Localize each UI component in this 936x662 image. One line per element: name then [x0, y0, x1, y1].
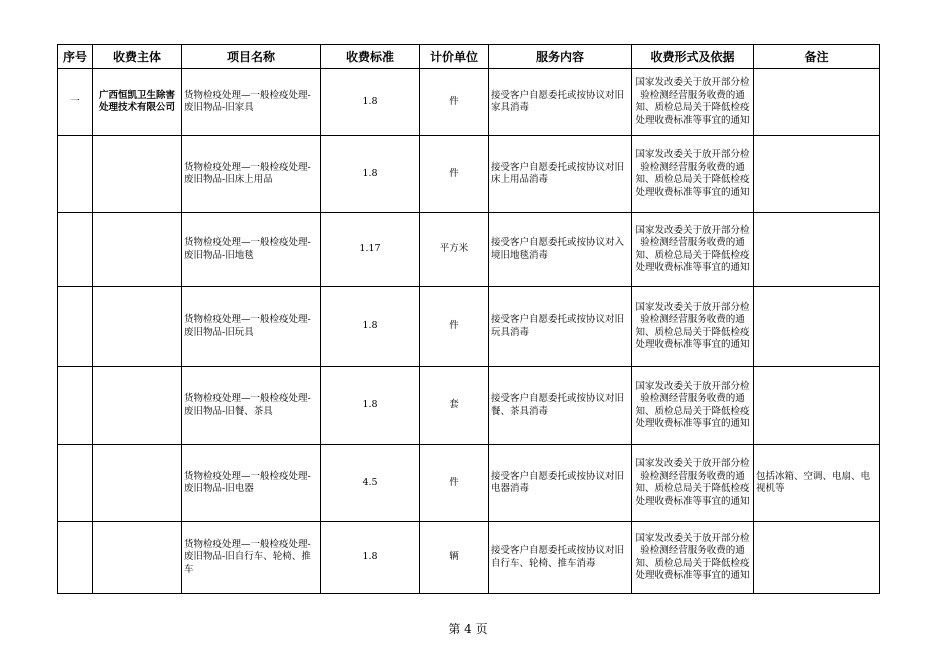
- table-row: [58, 445, 880, 522]
- cell-price: 4.5: [321, 445, 420, 522]
- cell-unit: 件: [420, 69, 489, 136]
- cell-price: 1.8: [321, 287, 420, 367]
- fee-table: [57, 44, 880, 594]
- cell-org: [93, 522, 182, 594]
- cell-service: 接受客户自愿委托或按协议对旧玩具消毒: [489, 287, 632, 367]
- cell-price: 1.17: [321, 213, 420, 287]
- header-price: 收费标准: [321, 45, 420, 69]
- header-service: 服务内容: [489, 45, 632, 69]
- cell-service: 接受客户自愿委托或按协议对旧自行车、轮椅、推车消毒: [489, 522, 632, 594]
- cell-org: [93, 213, 182, 287]
- cell-item: 货物检疫处理—一般检疫处理-废旧物品-旧餐、茶具: [182, 367, 321, 445]
- cell-index: [58, 136, 93, 213]
- table-row: [58, 69, 880, 136]
- cell-item: 货物检疫处理—一般检疫处理-废旧物品-旧电器: [182, 445, 321, 522]
- header-index: 序号: [58, 45, 93, 69]
- table-row: [58, 287, 880, 367]
- cell-unit: 件: [420, 445, 489, 522]
- header-row: [58, 45, 880, 69]
- cell-basis: 国家发改委关于放开部分检验检测经营服务收费的通知、质检总局关于降低检疫处理收费标准等事宜的通知: [632, 367, 754, 445]
- cell-note: [754, 213, 880, 287]
- header-unit: 计价单位: [420, 45, 489, 69]
- cell-org: [93, 445, 182, 522]
- cell-org: [93, 367, 182, 445]
- header-item: 项目名称: [182, 45, 321, 69]
- cell-price: 1.8: [321, 136, 420, 213]
- cell-index: [58, 367, 93, 445]
- cell-org: [93, 287, 182, 367]
- cell-note: [754, 367, 880, 445]
- header-basis: 收费形式及依据: [632, 45, 754, 69]
- table-row: [58, 213, 880, 287]
- cell-price: 1.8: [321, 69, 420, 136]
- cell-basis: 国家发改委关于放开部分检验检测经营服务收费的通知、质检总局关于降低检疫处理收费标准等事宜的通知: [632, 522, 754, 594]
- cell-note: [754, 69, 880, 136]
- cell-item: 货物检疫处理—一般检疫处理-废旧物品-旧自行车、轮椅、推车: [182, 522, 321, 594]
- cell-price: 1.8: [321, 367, 420, 445]
- cell-unit: 件: [420, 136, 489, 213]
- cell-org: 广西恒凯卫生除害处理技术有限公司: [93, 69, 182, 136]
- cell-index: [58, 213, 93, 287]
- cell-service: 接受客户自愿委托或按协议对旧床上用品消毒: [489, 136, 632, 213]
- header-org: 收费主体: [93, 45, 182, 69]
- cell-item: 货物检疫处理—一般检疫处理-废旧物品-旧玩具: [182, 287, 321, 367]
- cell-index: [58, 287, 93, 367]
- cell-note: [754, 287, 880, 367]
- header-note: 备注: [754, 45, 880, 69]
- cell-basis: 国家发改委关于放开部分检验检测经营服务收费的通知、质检总局关于降低检疫处理收费标准等事宜的通知: [632, 445, 754, 522]
- cell-item: 货物检疫处理—一般检疫处理-废旧物品-旧家具: [182, 69, 321, 136]
- cell-org: [93, 136, 182, 213]
- cell-note: [754, 136, 880, 213]
- cell-unit: 套: [420, 367, 489, 445]
- cell-basis: 国家发改委关于放开部分检验检测经营服务收费的通知、质检总局关于降低检疫处理收费标准等事宜的通知: [632, 136, 754, 213]
- cell-unit: 件: [420, 287, 489, 367]
- cell-index: 一: [58, 69, 93, 136]
- cell-service: 接受客户自愿委托或按协议对入境旧地毯消毒: [489, 213, 632, 287]
- cell-note: 包括冰箱、空调、电扇、电视机等: [754, 445, 880, 522]
- cell-item: 货物检疫处理—一般检疫处理-废旧物品-旧床上用品: [182, 136, 321, 213]
- cell-index: [58, 522, 93, 594]
- cell-basis: 国家发改委关于放开部分检验检测经营服务收费的通知、质检总局关于降低检疫处理收费标准等事宜的通知: [632, 287, 754, 367]
- cell-unit: 辆: [420, 522, 489, 594]
- table-row: [58, 367, 880, 445]
- cell-price: 1.8: [321, 522, 420, 594]
- cell-note: [754, 522, 880, 594]
- table-row: [58, 136, 880, 213]
- page-footer: 第 4 页: [448, 622, 488, 636]
- cell-basis: 国家发改委关于放开部分检验检测经营服务收费的通知、质检总局关于降低检疫处理收费标准等事宜的通知: [632, 69, 754, 136]
- table-row: [58, 522, 880, 594]
- cell-service: 接受客户自愿委托或按协议对旧电器消毒: [489, 445, 632, 522]
- cell-service: 接受客户自愿委托或按协议对旧家具消毒: [489, 69, 632, 136]
- cell-index: [58, 445, 93, 522]
- cell-service: 接受客户自愿委托或按协议对旧餐、茶具消毒: [489, 367, 632, 445]
- cell-basis: 国家发改委关于放开部分检验检测经营服务收费的通知、质检总局关于降低检疫处理收费标准等事宜的通知: [632, 213, 754, 287]
- cell-unit: 平方米: [420, 213, 489, 287]
- cell-item: 货物检疫处理—一般检疫处理-废旧物品-旧地毯: [182, 213, 321, 287]
